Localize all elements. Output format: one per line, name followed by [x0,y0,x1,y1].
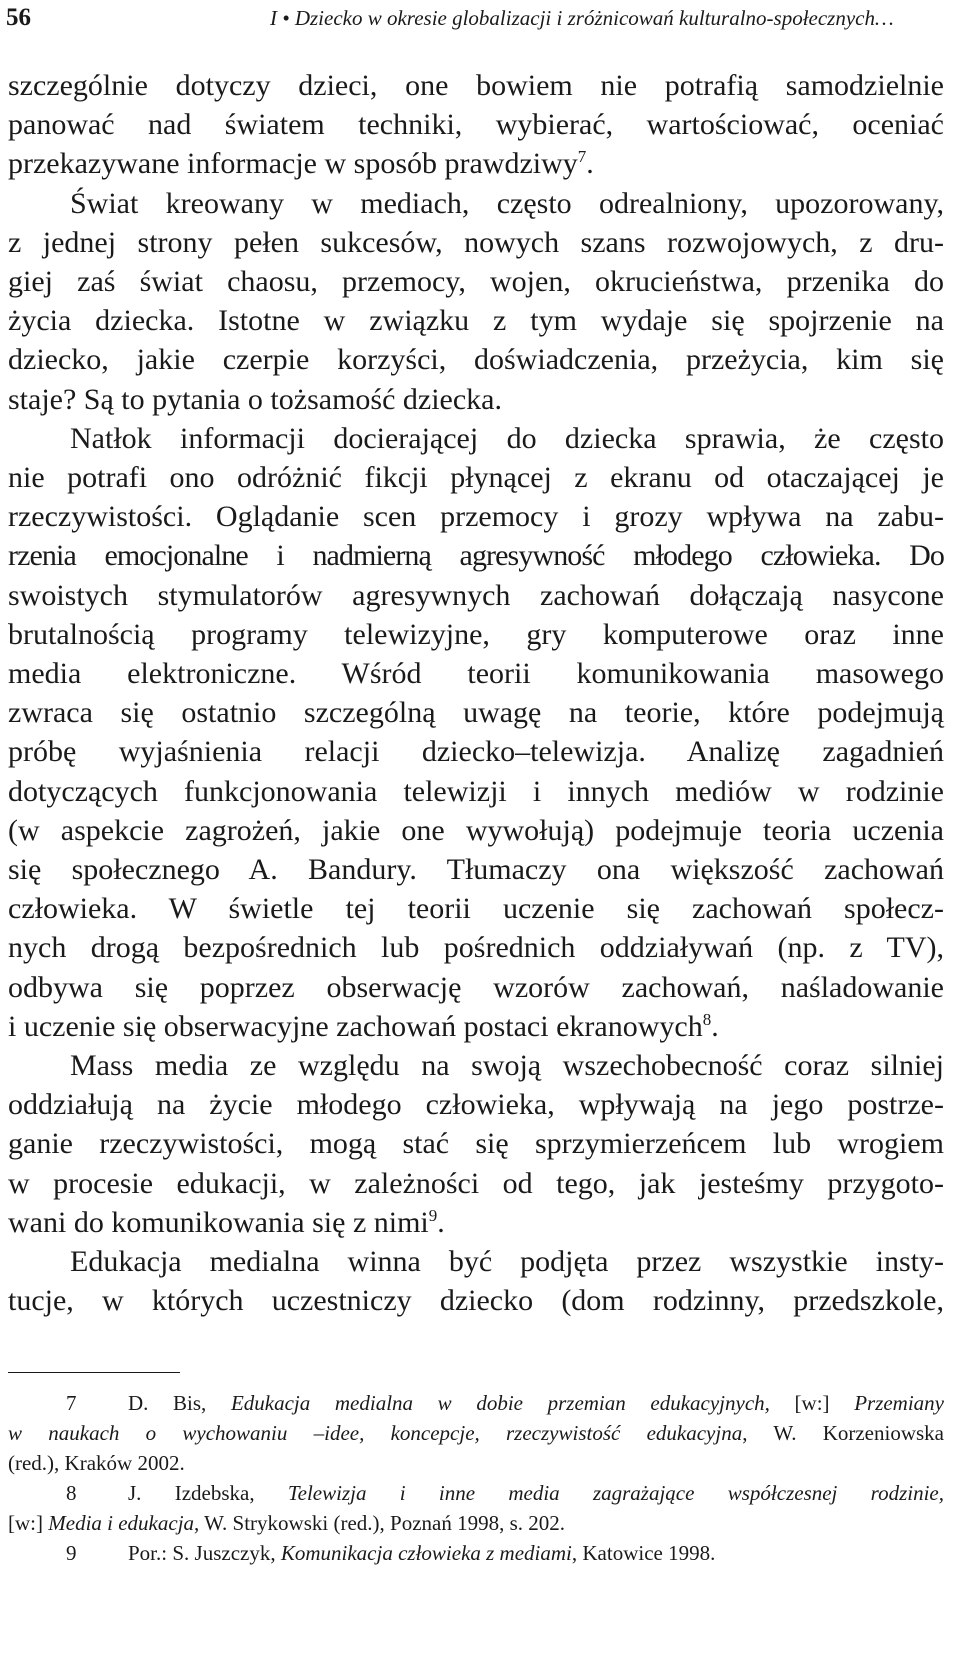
footnote-number: 8 [66,1481,77,1505]
footnote-ref-9[interactable]: 9 [428,1205,438,1225]
footnote-in-label: [w:] [8,1511,49,1535]
footnote-divider [8,1372,180,1373]
text-line: szczególnie dotyczy dzieci, one bowiem nie potrafią samodzielnie [8,69,944,102]
text-line: swoistych stymulatorów agresywnych zachowań dołączają nasycone [8,578,944,612]
text-line: rzenia emocjonalne i nadmierną agresywność młodego człowieka. Do [8,539,944,573]
text-line: z jednej strony pełen sukcesów, nowych szans rozwojowych, z dru- [8,225,944,259]
text-line: nych drogą bezpośrednich lub pośrednich oddziaływań (np. z TV), [8,931,944,965]
footnote-7-cont [8,1418,944,1448]
text-line: człowieka. W świetle tej teorii uczenie się zachowań społecz- [8,892,944,926]
footnote-in-label: [w:] [769,1391,855,1415]
footnote-title: Telewizja i inne media zagrażające współczesnej rodzinie, [287,1481,944,1505]
text-line: odbywa się poprzez obserwację wzorów zachowań, naśladowanie [8,970,944,1004]
page-number: 56 [6,4,31,31]
text-line [8,1203,944,1242]
period: . [711,1009,719,1043]
footnote-tail: , W. Strykowski (red.), Poznań 1998, s. 202. [194,1511,566,1535]
period: . [437,1205,445,1239]
text-line: ganie rzeczywistości, mogą stać się sprzymierzeńcem lub wrogiem [8,1127,944,1161]
text-line: brutalnością programy telewizyjne, gry komputerowe oraz inne [8,617,944,651]
footnote-author: J. Izdebska, [128,1481,288,1505]
text-line: panować nad światem techniki, wybierać, wartościować, oceniać [8,108,944,142]
footnotes [8,1388,944,1568]
period: . [586,147,594,181]
footnote-book: w naukach o wychowaniu –idee, koncepcje, rzeczywistość edukacyjna [8,1421,743,1445]
footnote-9 [8,1538,944,1568]
text-line: dziecko, jakie czerpie korzyści, doświadczenia, przeżycia, kim się [8,343,944,377]
text-line: media elektroniczne. Wśród teorii komunikowania masowego [8,657,944,691]
footnote-number: 7 [66,1391,77,1415]
text-line: Mass media ze względu na swoją wszechobecność coraz silniej [70,1049,944,1083]
footnote-title: Komunikacja człowieka z mediami [280,1541,572,1565]
body-text [8,66,944,1321]
footnote-8-cont [8,1508,944,1538]
footnote-8 [8,1478,944,1508]
text-line: tucje, w których uczestniczy dziecko (dom rodzinny, przedszkole, [8,1284,944,1318]
footnote-author: D. Bis, [128,1391,231,1415]
running-header [0,0,960,40]
footnote-author: Por.: S. Juszczyk, [128,1541,281,1565]
text-line: życia dziecka. Istotne w związku z tym wydaje się spojrzenie na [8,304,944,338]
text-line: dotyczących funkcjonowania telewizji i innych mediów w rodzinie [8,774,944,808]
text-line: nie potrafi ono odróżnić fikcji płynącej z ekranu od otaczającej je [8,461,944,495]
text-line: Edukacja medialna winna być podjęta przez wszystkie insty- [70,1245,944,1279]
text-line: zwraca się ostatnio szczególną uwagę na teorie, które podejmują [8,696,944,730]
text-line [8,144,944,183]
text-line: Natłok informacji docierającej do dziecka sprawia, że często [70,421,944,455]
footnote-tail: , W. Korzeniowska [742,1421,944,1445]
footnote-7 [8,1388,944,1418]
text-span: i uczenie się obserwacyjne zachowań postaci ekranowych [8,1009,703,1043]
text-span: przekazywane informacje w sposób prawdziwy [8,147,578,181]
text-line: w procesie edukacji, w zależności od tego, jak jesteśmy przygoto- [8,1166,944,1200]
text-line: się społecznego A. Bandury. Tłumaczy ona większość zachowań [8,853,944,887]
footnote-ref-7[interactable]: 7 [577,147,587,167]
footnote-ref-8[interactable]: 8 [702,1009,712,1029]
text-line: próbę wyjaśnienia relacji dziecko–telewizja. Analizę zagadnień [8,735,944,769]
footnote-tail: , Katowice 1998. [571,1541,716,1565]
footnote-title: Edukacja medialna w dobie przemian edukacyjnych, [230,1391,770,1415]
running-header-title: I • Dziecko w okresie globalizacji i zróżnicowań kulturalno-społecznych… [270,6,894,30]
text-line: rzeczywistości. Oglądanie scen przemocy i grozy wpływa na zabu- [8,500,944,534]
text-line: (w aspekcie zagrożeń, jakie one wywołują) podejmuje teoria uczenia [8,813,944,847]
text-span: wani do komunikowania się z nimi [8,1205,429,1239]
text-line: Świat kreowany w mediach, często odrealniony, upozorowany, [70,186,944,220]
text-line: giej zaś świat chaosu, przemocy, wojen, okrucieństwa, przenika do [8,265,944,299]
footnote-7-end: (red.), Kraków 2002. [8,1451,185,1475]
footnote-number: 9 [66,1541,77,1565]
text-line: staje? Są to pytania o tożsamość dziecka. [8,382,502,416]
footnote-book: Przemiany [854,1391,945,1415]
text-line: oddziałują na życie młodego człowieka, wpływają na jego postrze- [8,1088,944,1122]
footnote-book: Media i edukacja [48,1511,195,1535]
text-line [8,1007,944,1046]
